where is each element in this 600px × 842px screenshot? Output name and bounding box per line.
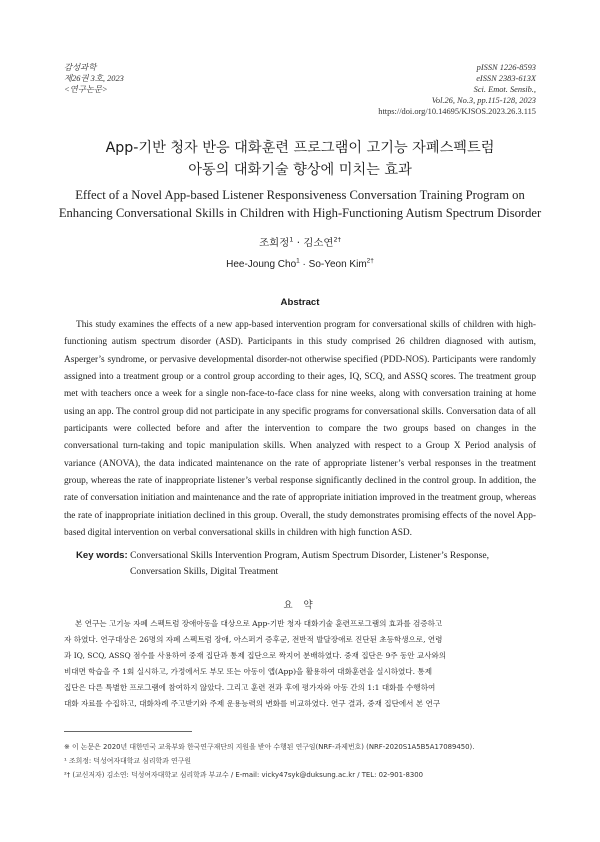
journal-name: 감성과학 [64,63,97,72]
journal-volume: 제26권 3호, 2023 [64,74,124,83]
author-separator: · [293,237,304,249]
summary-line: 과 IQ, SCQ, ASSQ 점수를 사용하여 중재 집단과 통제 집단으로 짝지어 분배하였다. 중재 집단은 9주 동안 교사와의 [64,651,447,661]
title-en-line: Enhancing Conversational Skills in Children with High-Functioning Autism Spectrum Disorder [58,206,542,220]
authors-english [0,259,600,270]
author-mark: 1 [289,235,294,244]
title-korean [40,137,560,181]
keywords [76,548,536,580]
article-type: <연구논문> [64,85,108,94]
author-name: Hee-Joung Cho [226,259,297,270]
summary-heading: 요 약 [283,600,317,611]
title-english [40,186,560,222]
doi-link[interactable]: https://doi.org/10.14695/KJSOS.2023.26.3.115 [378,107,536,116]
summary-text [64,616,536,713]
volume-pages: Vol.26, No.3, pp.115-128, 2023 [431,96,536,105]
summary-line: 대화 자료를 수집하고, 대화차례 주고받기와 주제 운용능력의 변화를 비교하였다. 연구 결과, 중재 집단에서 본 연구 [64,699,441,709]
pissn: pISSN 1226-8593 [476,63,536,72]
title-en-line: Effect of a Novel App-based Listener Responsiveness Conversation Training Program on [75,188,525,202]
footnote-divider [64,731,192,732]
summary-line: 자 하였다. 연구대상은 26명의 자폐 스펙트럼 장애, 아스퍼거 증후군, 전반적 발달장애로 진단된 초등학생으로, 연령 [64,635,443,645]
corresponding-author: ²† (교신저자) 김소연: 덕성여자대학교 심리학과 부교수 / E-mail: vicky47syk@duksung.ac.kr / TEL: 02-901-8300 [64,771,424,779]
title-ko-line: 아동의 대화기술 향상에 미치는 효과 [188,162,412,178]
keywords-label: Key words: [76,550,128,561]
author-mark: 2† [366,257,374,265]
abstract-text: This study examines the effects of a new app-based intervention program for conversational skills of children with high-functioning autism spectrum disorder (ASD). Participants in this study comprised 26 children diagnosed with autism, Asperger’s syndrome, or pervasive developmental disorder-not otherwise specified (PDD-NOS). Participants were randomly assigned into a treatment group or a control group according to their ages, IQ, SCQ, and ASSQ scores. The treatment group met with teachers once a week for a single non-face-to-face class for nine weeks, along with conversation training at home using an app. The control group did not participate in any specific programs for conversational skills. Conversation data of all participants were collected before and after the intervention to compare the two groups based on changes in the conversational turn-taking and topic manipulation skills. When analyzed with respect to a Group X Period analysis of variance (ANOVA), the data indicated maintenance on the rate of appropriate listener’s verbal responses in the treatment group, whereas the rate of inappropriate listener’s verbal response significantly declined in the control group. In addition, the rate of conversation initiation and maintenance and the rate of appropriate initiation improved in the treatment group, whereas the rate of inappropriate initiation declined in this group. Overall, the study demonstrates promising effects of the novel App-based digital intervention on verbal conversational skills in children with high function ASD. [64,320,536,539]
author-mark: 1 [296,257,300,265]
summary-line: 집단은 다른 특별한 프로그램에 참여하지 않았다. 그리고 훈련 전과 후에 평가자와 아동 간의 1:1 대화를 수행하여 [64,683,436,693]
author-affiliation-1: ¹ 조희정: 덕성여자대학교 심리학과 연구원 [64,757,192,765]
author-name: 조희정 [259,237,290,249]
authors-korean [0,234,600,249]
keywords-line-1: Conversational Skills Intervention Program, Autism Spectrum Disorder, Listener’s Response, [130,550,490,561]
abstract-heading: Abstract [280,297,320,308]
author-separator: · [299,259,309,270]
summary-line: 비대면 학습을 주 1회 실시하고, 가정에서도 부모 또는 아동이 앱(App)을 활용하여 대화훈련을 실시하였다. 통제 [64,667,432,677]
author-mark: 2† [333,235,341,244]
author-name: So-Yeon Kim [308,259,367,270]
keywords-line-2: Conversation Skills, Digital Treatment [130,566,279,577]
author-name: 김소연 [303,237,334,249]
journal-header-right [378,62,536,117]
journal-abbrev: Sci. Emot. Sensib., [473,85,536,94]
eissn: eISSN 2383-613X [476,74,536,83]
footnotes [64,740,544,782]
funding-note: ※ 이 논문은 2020년 대한민국 교육부와 한국연구재단의 지원을 받아 수행된 연구임(NRF-과제번호) (NRF-2020S1A5B5A17089450). [64,743,475,751]
summary-line: 본 연구는 고기능 자폐 스펙트럼 장애아동을 대상으로 App-기반 청자 대화기술 훈련프로그램의 효과를 검증하고 [75,619,443,628]
title-ko-line: App-기반 청자 반응 대화훈련 프로그램이 고기능 자폐스펙트럼 [105,140,495,156]
journal-header-left [64,62,124,95]
